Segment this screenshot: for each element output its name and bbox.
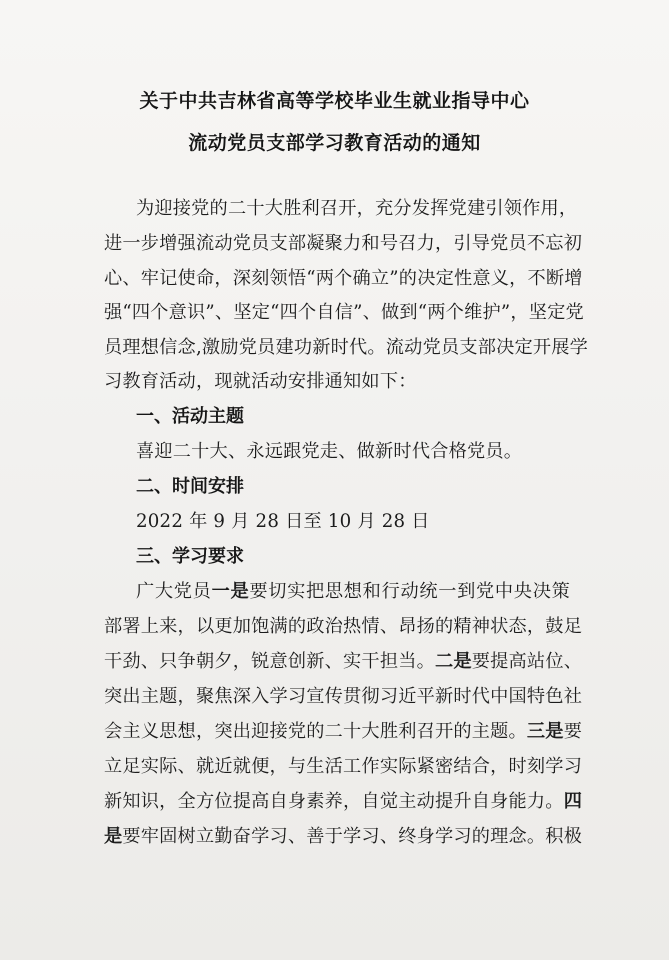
section-body-theme: 喜迎二十大、永远跟党走、做新时代合格党员。 (136, 441, 523, 462)
requirement-line: 新知识，全方位提高自身素养，自觉主动提升自身能力。四 (104, 791, 583, 812)
document-title-line-2: 流动党员支部学习教育活动的通知 (188, 132, 481, 154)
intro-line: 心、牢记使命，深刻领悟“两个确立”的决定性意义，不断增 (104, 268, 583, 289)
intro-line: 习教育活动，现就活动安排通知如下： (104, 371, 417, 392)
requirement-line: 会主义思想，突出迎接党的二十大胜利召开的主题。三是要 (104, 721, 583, 742)
requirement-line: 干劲、只争朝夕，锐意创新、实干担当。二是要提高站位、 (104, 651, 583, 672)
emphasis-keyword: 四 (563, 791, 583, 812)
emphasis-keyword: 一是 (211, 581, 250, 602)
intro-line: 员理想信念,激励党员建功新时代。流动党员支部决定开展学 (104, 337, 589, 358)
intro-line: 进一步增强流动党员支部凝聚力和号召力，引导党员不忘初 (104, 233, 583, 254)
section-heading-theme: 一、活动主题 (136, 406, 244, 427)
intro-line: 为迎接党的二十大胜利召开，充分发挥党建引领作用， (136, 198, 578, 219)
requirement-line: 立足实际、就近就便，与生活工作实际紧密结合，时刻学习 (104, 756, 583, 777)
intro-line: 强“四个意识”、坚定“四个自信”、做到“两个维护”，坚定党 (104, 302, 584, 323)
requirement-line: 突出主题，聚焦深入学习宣传贯彻习近平新时代中国特色社 (104, 686, 583, 707)
emphasis-keyword: 三是 (526, 721, 564, 742)
requirement-line: 部署上来，以更加饱满的政治热情、昂扬的精神状态，鼓足 (104, 616, 583, 637)
requirement-line: 是要牢固树立勤奋学习、善于学习、终身学习的理念。积极 (104, 826, 583, 847)
emphasis-keyword: 二是 (434, 651, 472, 672)
emphasis-keyword: 是 (104, 826, 123, 847)
section-heading-requirements: 三、学习要求 (136, 546, 244, 567)
requirement-line: 广大党员一是要切实把思想和行动统一到党中央决策 (136, 581, 570, 602)
section-heading-schedule: 二、时间安排 (136, 476, 244, 497)
document-title-line-1: 关于中共吉林省高等学校毕业生就业指导中心 (139, 90, 530, 112)
section-body-schedule: 2022 年 9 月 28 日至 10 月 28 日 (136, 511, 430, 532)
